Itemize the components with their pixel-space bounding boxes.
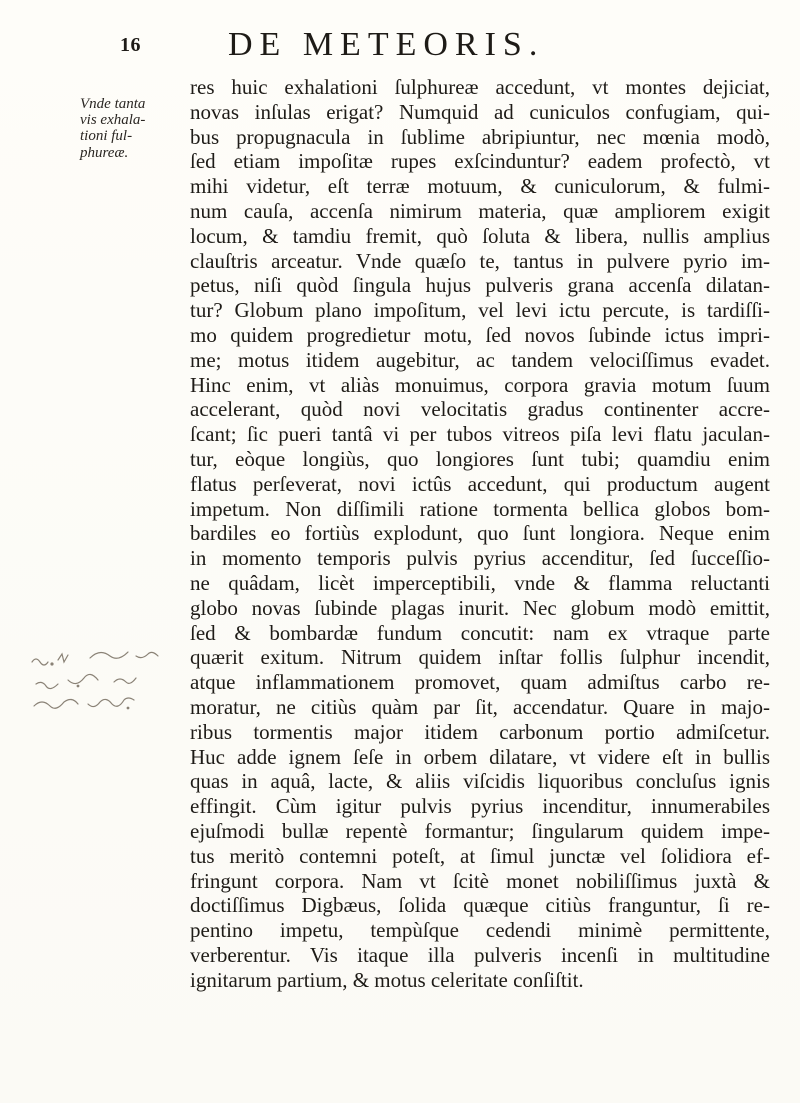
text-line: atque inflammationem promovet, quam admiſtus carbo re- bbox=[190, 670, 770, 695]
text-line: ejuſmodi bullæ repentè formantur; ſingularum quidem impe- bbox=[190, 818, 770, 843]
text-line: pentino impetu, tempùſque cedendi minimè permittente, bbox=[190, 918, 770, 943]
text-line: ſed & bombardæ fundum concutit: nam ex vtraque parte bbox=[190, 620, 770, 645]
text-line: effingit. Cùm igitur pulvis pyrius incenditur, innumerabiles bbox=[190, 794, 770, 819]
text-line: ribus tormentis major itidem carbonum portio admiſcetur. bbox=[190, 719, 770, 744]
text-line: moratur, ne citiùs quàm par ſit, accendatur. Quare in majo- bbox=[190, 694, 770, 719]
text-line: mihi videtur, eſt terræ motuum, & cuniculorum, & fulmi- bbox=[190, 174, 770, 199]
page-number: 16 bbox=[120, 34, 141, 56]
text-line: tur, eòque longiùs, quo longiores ſunt tubi; quamdiu enim bbox=[190, 446, 770, 471]
text-line: quas in aquâ, lacte, & aliis viſcidis liquoribus concluſus ignis bbox=[190, 769, 770, 794]
text-line: globo novas ſubinde plagas inurit. Nec globum modò emittit, bbox=[190, 595, 770, 620]
text-line: fringunt corpora. Nam vt ſcitè monet nobiliſſimus juxtà & bbox=[190, 868, 770, 893]
text-line: Huc adde ignem ſeſe in orbem dilatare, vt videre eſt in bullis bbox=[190, 744, 770, 769]
text-line: ſed etiam impoſitæ rupes exſcinduntur? eadem profectò, vt bbox=[190, 149, 770, 174]
text-line: accelerant, quòd novi velocitatis gradus continenter accre- bbox=[190, 397, 770, 422]
text-line: flatus perſeverat, novi ictûs accedunt, qui productum augent bbox=[190, 471, 770, 496]
text-line: res huic exhalationi ſulphureæ accedunt, vt montes dejiciat, bbox=[190, 75, 770, 99]
text-line: quærit exitum. Nitrum quidem inſtar follis ſulphur incendit, bbox=[190, 645, 770, 670]
text-line: petus, niſi quòd ſingula hujus pulveris grana accenſa dilatan- bbox=[190, 273, 770, 298]
text-line: num cauſa, accenſa nimirum materia, quæ ampliorem exigit bbox=[190, 198, 770, 223]
text-line: ne quâdam, licèt imperceptibili, vnde & flamma reluctanti bbox=[190, 570, 770, 595]
running-head: DE METEORIS. bbox=[228, 26, 545, 63]
marginal-note bbox=[80, 96, 180, 161]
text-line: verberentur. Vis itaque illa pulveris incenſi in multitudine bbox=[190, 942, 770, 967]
text-line: in momento temporis pulvis pyrius accenditur, ſed ſucceſſio- bbox=[190, 546, 770, 571]
text-line: novas inſulas erigat? Numquid ad cuniculos confugiam, qui- bbox=[190, 99, 770, 124]
marginal-note-line: phureæ. bbox=[80, 144, 129, 161]
text-line: tus meritò contemni poteſt, at ſimul junctæ vel ſolidiora ef- bbox=[190, 843, 770, 868]
text-line: ignitarum partium, & motus celeritate conſiſtit. bbox=[190, 967, 584, 992]
marginal-note-line: Vnde tanta bbox=[80, 96, 146, 112]
text-line: mo quidem progredietur motu, ſed novos ſubinde ictus impri- bbox=[190, 322, 770, 347]
marginal-note-line: vis exhala- bbox=[80, 112, 146, 129]
marginal-note-line: tioni ful- bbox=[80, 128, 133, 145]
handwritten-scribble-mark bbox=[28, 640, 178, 720]
text-line: ſcant; ſic pueri tantâ vi per tubos vitreos piſa levi flatu jaculan- bbox=[190, 422, 770, 447]
text-line: tur? Globum plano impoſitum, vel levi ictu percute, is tardiſſi- bbox=[190, 298, 770, 323]
text-line: Hinc enim, vt aliàs monuimus, corpora gravia motum ſuum bbox=[190, 372, 770, 397]
text-line: doctiſſimus Digbæus, ſolida quæque citiùs franguntur, ſi re- bbox=[190, 893, 770, 918]
text-line: bus propugnacula in ſublime abripiuntur, nec mœnia modò, bbox=[190, 124, 770, 149]
text-line: bardiles eo fortiùs explodunt, quo ſunt longiora. Neque enim bbox=[190, 521, 770, 546]
text-line: me; motus itidem augebitur, ac tandem velociſſimus evadet. bbox=[190, 347, 770, 372]
text-line: clauſtris arceatur. Vnde quæſo te, tantus in pulvere pyrio im- bbox=[190, 248, 770, 273]
text-line: impetum. Non diſſimili ratione tormenta bellica globos bom- bbox=[190, 496, 770, 521]
main-text-block bbox=[190, 75, 770, 992]
text-line: locum, & tamdiu fremit, quò ſoluta & libera, nullis amplius bbox=[190, 223, 770, 248]
